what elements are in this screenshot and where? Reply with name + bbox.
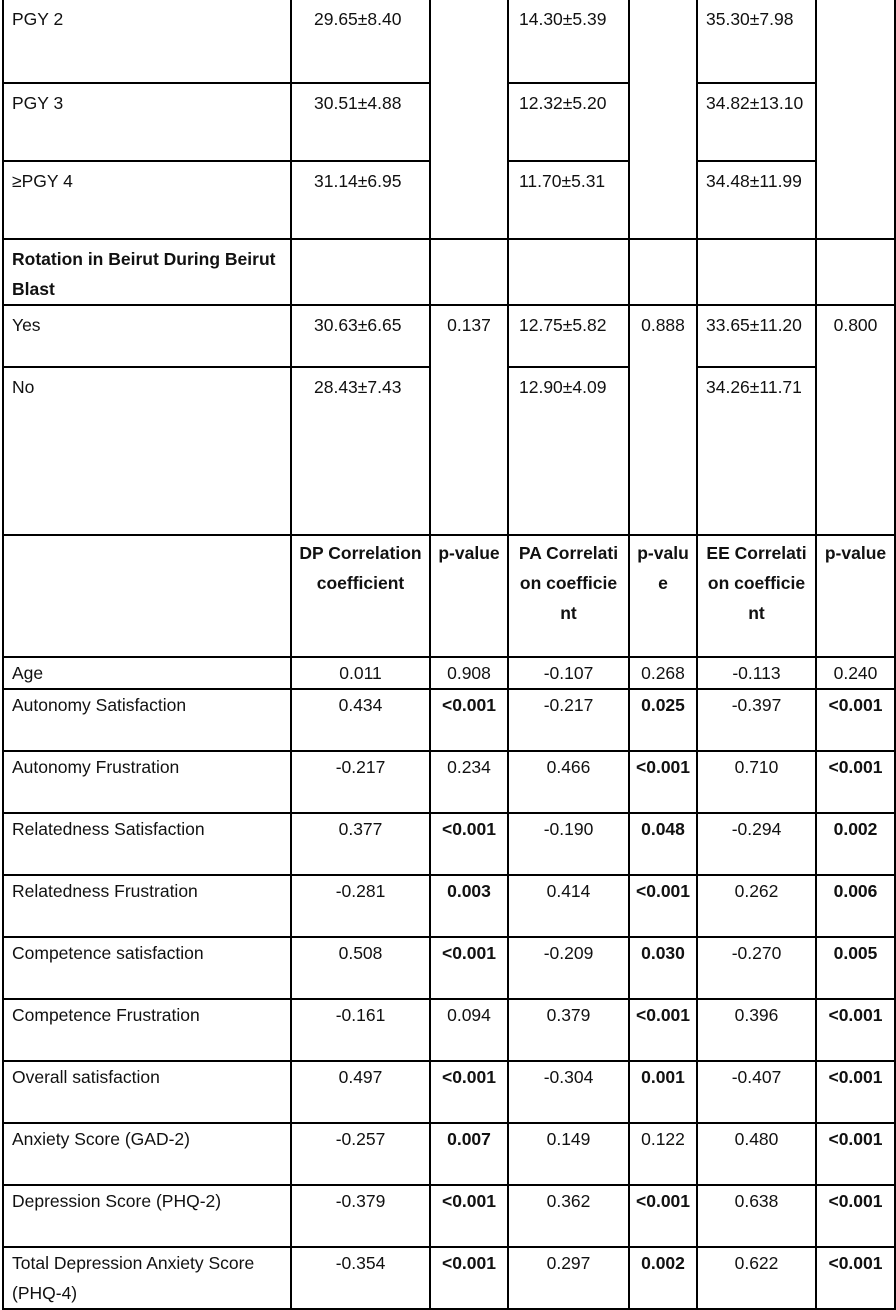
pa-value: 14.30±5.39 — [508, 0, 629, 83]
row-label: Total Depression Anxiety Score (PHQ-4) — [3, 1247, 291, 1309]
dp-p-value: 0.094 — [430, 999, 508, 1061]
dp-p-value: 0.234 — [430, 751, 508, 813]
ee-p-value: <0.001 — [816, 1185, 895, 1247]
ee-value: 33.65±11.20 — [697, 305, 816, 367]
ee-value: 34.48±11.99 — [697, 161, 816, 239]
table-row — [3, 1123, 895, 1185]
pa-p-value: 0.122 — [629, 1123, 697, 1185]
empty-cell — [816, 0, 895, 83]
results-table — [2, 0, 896, 1310]
dp-corr-value: -0.281 — [291, 875, 430, 937]
dp-corr-value: -0.379 — [291, 1185, 430, 1247]
table-row — [3, 937, 895, 999]
pa-p-value: <0.001 — [629, 1185, 697, 1247]
dp-corr-value: 0.497 — [291, 1061, 430, 1123]
empty-cell — [629, 239, 697, 305]
table-row — [3, 875, 895, 937]
pa-p-value: 0.888 — [629, 305, 697, 367]
row-label: Autonomy Frustration — [3, 751, 291, 813]
ee-value: 34.26±11.71 — [697, 367, 816, 535]
p-value-header: p-value — [430, 535, 508, 657]
dp-corr-value: 0.508 — [291, 937, 430, 999]
ee-p-value: 0.240 — [816, 657, 895, 689]
pa-p-value: <0.001 — [629, 875, 697, 937]
row-label: Competence satisfaction — [3, 937, 291, 999]
dp-value: 30.51±4.88 — [291, 83, 430, 161]
table-row — [3, 657, 895, 689]
empty-cell — [816, 239, 895, 305]
table-row — [3, 239, 895, 305]
row-label: Yes — [3, 305, 291, 367]
empty-cell — [430, 161, 508, 239]
pa-corr-value: -0.217 — [508, 689, 629, 751]
pa-p-value: 0.001 — [629, 1061, 697, 1123]
dp-p-value: 0.007 — [430, 1123, 508, 1185]
table-row — [3, 751, 895, 813]
ee-p-value: <0.001 — [816, 999, 895, 1061]
ee-corr-value: 0.396 — [697, 999, 816, 1061]
pa-corr-value: 0.297 — [508, 1247, 629, 1309]
pa-corr-header: PA Correlation coefficient — [508, 535, 629, 657]
ee-value: 34.82±13.10 — [697, 83, 816, 161]
dp-corr-value: -0.161 — [291, 999, 430, 1061]
ee-corr-value: -0.407 — [697, 1061, 816, 1123]
ee-corr-value: -0.294 — [697, 813, 816, 875]
table-row — [3, 0, 895, 83]
ee-p-value: 0.002 — [816, 813, 895, 875]
ee-corr-value: -0.270 — [697, 937, 816, 999]
ee-corr-value: 0.638 — [697, 1185, 816, 1247]
dp-p-value: 0.003 — [430, 875, 508, 937]
dp-p-value: <0.001 — [430, 1185, 508, 1247]
pa-p-value: 0.030 — [629, 937, 697, 999]
table-row — [3, 1247, 895, 1309]
ee-corr-value: -0.113 — [697, 657, 816, 689]
pa-value: 12.90±4.09 — [508, 367, 629, 535]
pa-corr-value: 0.362 — [508, 1185, 629, 1247]
table-row — [3, 83, 895, 161]
ee-corr-value: 0.710 — [697, 751, 816, 813]
row-label: No — [3, 367, 291, 535]
pa-corr-value: 0.466 — [508, 751, 629, 813]
dp-p-value: <0.001 — [430, 1247, 508, 1309]
ee-p-value: <0.001 — [816, 751, 895, 813]
table-row — [3, 689, 895, 751]
dp-corr-value: -0.257 — [291, 1123, 430, 1185]
dp-value: 31.14±6.95 — [291, 161, 430, 239]
empty-cell — [3, 535, 291, 657]
table-row — [3, 1185, 895, 1247]
pa-p-value: 0.025 — [629, 689, 697, 751]
ee-corr-value: -0.397 — [697, 689, 816, 751]
table-row — [3, 1061, 895, 1123]
dp-corr-value: 0.011 — [291, 657, 430, 689]
pa-corr-value: 0.379 — [508, 999, 629, 1061]
dp-value: 28.43±7.43 — [291, 367, 430, 535]
pa-value: 12.75±5.82 — [508, 305, 629, 367]
pa-corr-value: -0.107 — [508, 657, 629, 689]
pa-corr-value: -0.190 — [508, 813, 629, 875]
empty-cell — [629, 367, 697, 535]
table-row — [3, 161, 895, 239]
ee-p-value: <0.001 — [816, 1123, 895, 1185]
ee-corr-value: 0.622 — [697, 1247, 816, 1309]
dp-corr-value: 0.434 — [291, 689, 430, 751]
empty-cell — [430, 83, 508, 161]
dp-corr-header: DP Correlation coefficient — [291, 535, 430, 657]
ee-corr-value: 0.262 — [697, 875, 816, 937]
dp-p-value: <0.001 — [430, 689, 508, 751]
dp-p-value: <0.001 — [430, 937, 508, 999]
row-label: Anxiety Score (GAD-2) — [3, 1123, 291, 1185]
pa-corr-value: 0.414 — [508, 875, 629, 937]
ee-p-value: <0.001 — [816, 1061, 895, 1123]
empty-cell — [629, 161, 697, 239]
dp-p-value: 0.137 — [430, 305, 508, 367]
empty-cell — [291, 239, 430, 305]
empty-cell — [430, 0, 508, 83]
row-label: ≥PGY 4 — [3, 161, 291, 239]
empty-cell — [816, 367, 895, 535]
empty-cell — [430, 239, 508, 305]
ee-value: 35.30±7.98 — [697, 0, 816, 83]
dp-corr-value: -0.354 — [291, 1247, 430, 1309]
p-value-header: p-value — [816, 535, 895, 657]
pa-p-value: 0.268 — [629, 657, 697, 689]
ee-corr-value: 0.480 — [697, 1123, 816, 1185]
pa-p-value: <0.001 — [629, 751, 697, 813]
dp-corr-value: -0.217 — [291, 751, 430, 813]
dp-p-value: <0.001 — [430, 1061, 508, 1123]
dp-p-value: 0.908 — [430, 657, 508, 689]
row-label: PGY 2 — [3, 0, 291, 83]
dp-value: 29.65±8.40 — [291, 0, 430, 83]
dp-p-value: <0.001 — [430, 813, 508, 875]
table-row — [3, 367, 895, 535]
pa-p-value: 0.002 — [629, 1247, 697, 1309]
row-label: Depression Score (PHQ-2) — [3, 1185, 291, 1247]
ee-corr-header: EE Correlation coefficient — [697, 535, 816, 657]
row-label: Relatedness Satisfaction — [3, 813, 291, 875]
pa-value: 12.32±5.20 — [508, 83, 629, 161]
row-label: Overall satisfaction — [3, 1061, 291, 1123]
pa-value: 11.70±5.31 — [508, 161, 629, 239]
ee-p-value: 0.005 — [816, 937, 895, 999]
ee-p-value: <0.001 — [816, 689, 895, 751]
row-label: Autonomy Satisfaction — [3, 689, 291, 751]
empty-cell — [508, 239, 629, 305]
pa-corr-value: -0.209 — [508, 937, 629, 999]
empty-cell — [816, 161, 895, 239]
header-row — [3, 535, 895, 657]
row-label: Relatedness Frustration — [3, 875, 291, 937]
dp-corr-value: 0.377 — [291, 813, 430, 875]
p-value-header: p-value — [629, 535, 697, 657]
empty-cell — [629, 0, 697, 83]
row-label: Age — [3, 657, 291, 689]
pa-p-value: 0.048 — [629, 813, 697, 875]
pa-corr-value: -0.304 — [508, 1061, 629, 1123]
row-label: Competence Frustration — [3, 999, 291, 1061]
pa-corr-value: 0.149 — [508, 1123, 629, 1185]
empty-cell — [430, 367, 508, 535]
ee-p-value: 0.800 — [816, 305, 895, 367]
table-row — [3, 305, 895, 367]
pa-p-value: <0.001 — [629, 999, 697, 1061]
row-label: PGY 3 — [3, 83, 291, 161]
ee-p-value: 0.006 — [816, 875, 895, 937]
ee-p-value: <0.001 — [816, 1247, 895, 1309]
empty-cell — [816, 83, 895, 161]
table-row — [3, 999, 895, 1061]
dp-value: 30.63±6.65 — [291, 305, 430, 367]
table-row — [3, 813, 895, 875]
empty-cell — [697, 239, 816, 305]
empty-cell — [629, 83, 697, 161]
section-heading: Rotation in Beirut During Beirut Blast — [3, 239, 291, 305]
